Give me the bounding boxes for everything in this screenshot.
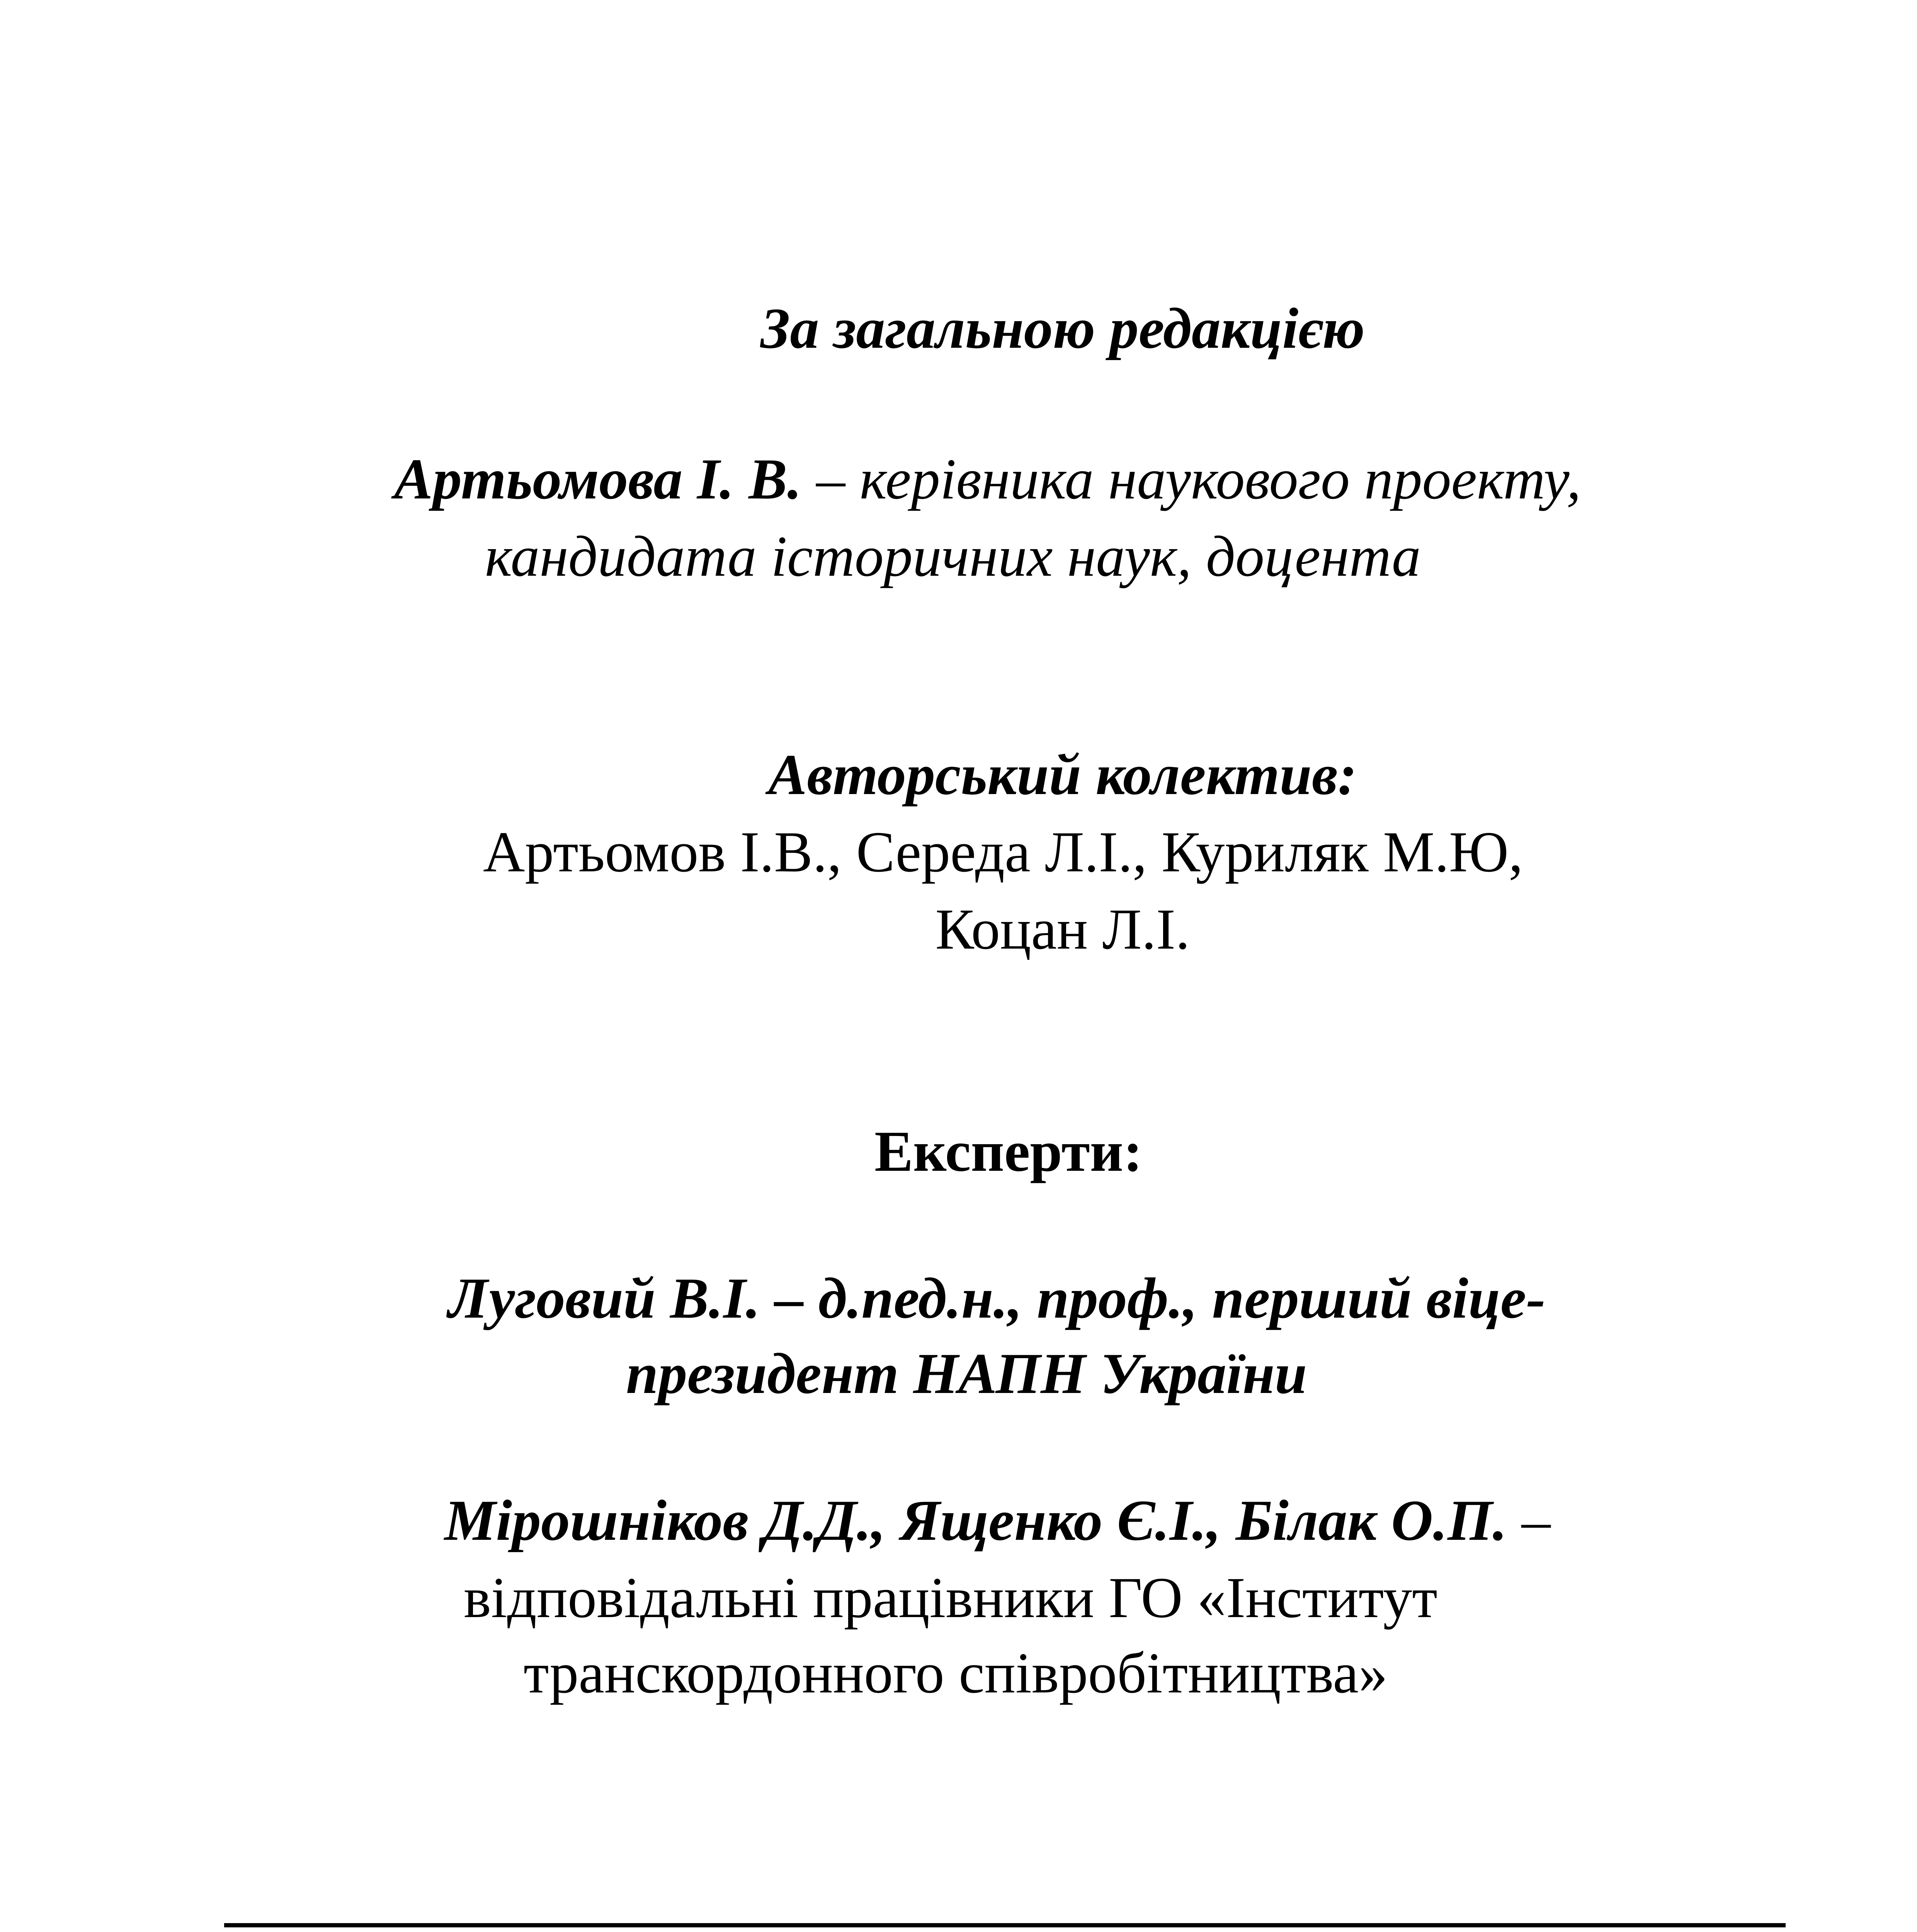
horizontal-rule bbox=[224, 1923, 1786, 1927]
expert-2-line-1 bbox=[444, 1488, 1551, 1553]
expert-1-line-2: президент НАПН України bbox=[626, 1342, 1307, 1406]
expert-2-dash: – bbox=[1507, 1488, 1551, 1553]
expert-2-line-2: відповідальні працівники ГО «Інститут bbox=[464, 1566, 1437, 1630]
authors-line-2: Коцан Л.І. bbox=[935, 897, 1190, 961]
experts-heading: Експерти: bbox=[874, 1119, 1143, 1184]
expert-2-line-3: транскордонного співробітництва» bbox=[524, 1641, 1388, 1705]
authors-line-1: Артьомов І.В., Середа Л.І., Куриляк М.Ю, bbox=[483, 820, 1523, 884]
authors-heading: Авторський колектив: bbox=[768, 743, 1357, 807]
editor-role-1: – керівника наукового проекту, bbox=[801, 447, 1581, 511]
expert-1-line-1: Луговий В.І. – д.пед.н., проф., перший віце- bbox=[448, 1266, 1546, 1330]
editor-line-2: кандидата історичних наук, доцента bbox=[485, 524, 1421, 588]
expert-2-names: Мірошніков Д.Д., Ященко Є.І., Білак О.П. bbox=[444, 1488, 1507, 1553]
editor-line-1 bbox=[394, 447, 1581, 511]
editor-heading: За загальною редакцією bbox=[760, 296, 1365, 361]
editor-name: Артьомова І. В. bbox=[394, 447, 802, 511]
